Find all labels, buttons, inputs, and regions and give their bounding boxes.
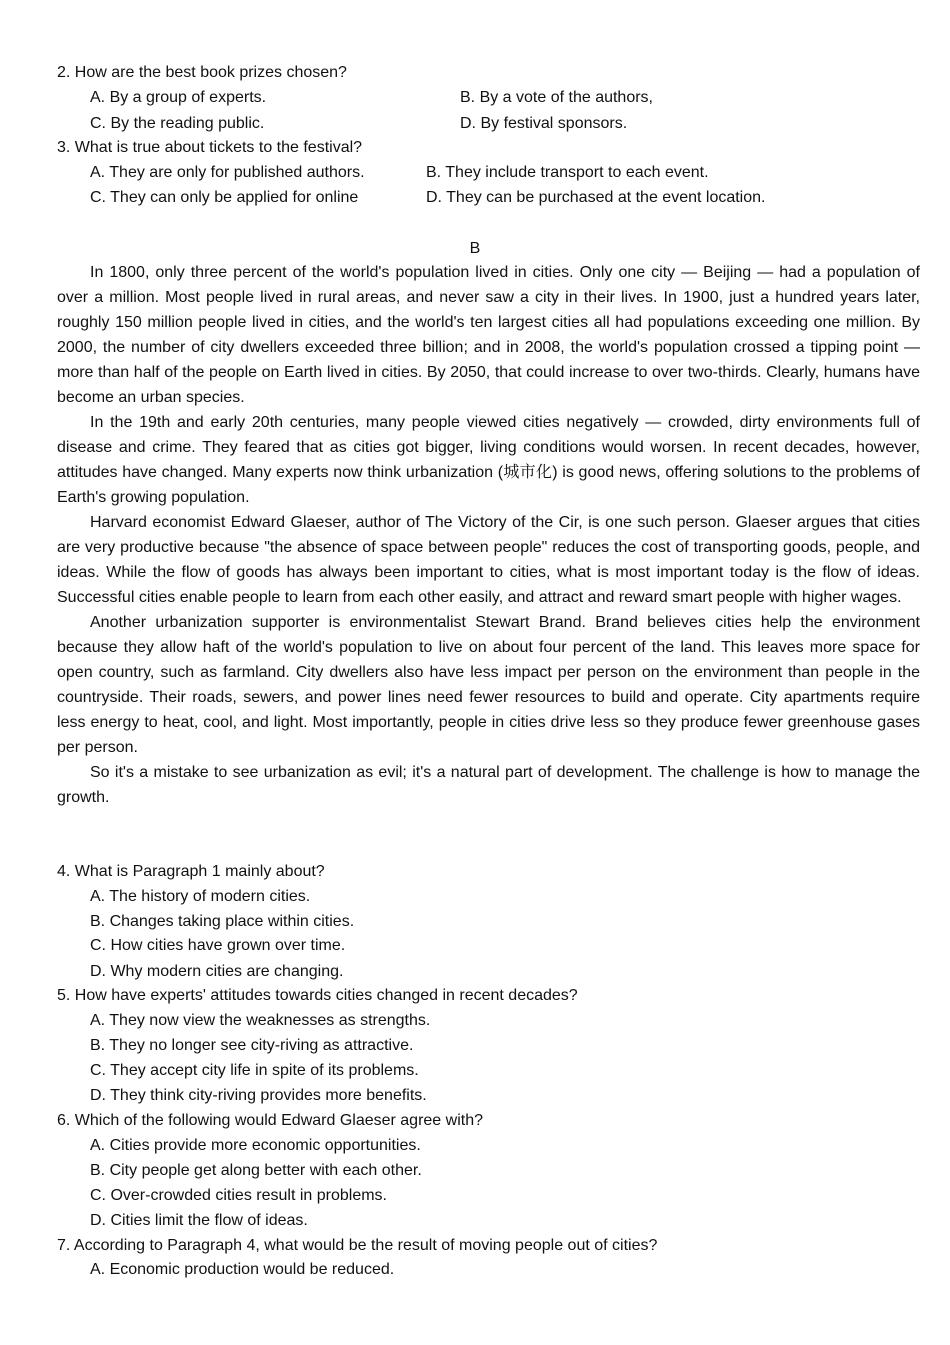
question-4-option-a: A. The history of modern cities. — [90, 888, 311, 905]
question-4-option-b: B. Changes taking place within cities. — [90, 913, 355, 930]
question-5-stem: 5. How have experts' attitudes towards cities changed in recent decades? — [57, 987, 578, 1004]
question-7-stem: 7. According to Paragraph 4, what would be the result of moving people out of cities? — [57, 1237, 658, 1254]
question-6-option-d: D. Cities limit the flow of ideas. — [90, 1212, 308, 1229]
question-2-option-c: C. By the reading public. — [90, 115, 265, 132]
question-2-option-d: D. By festival sponsors. — [460, 115, 628, 132]
passage-paragraph-1: In 1800, only three percent of the world's population lived in cities. Only one city — Beijing — had a population of over a million. Most people lived in rural areas, and never saw a city in their lives. In 1900, just a hundred years later, roughly 150 million people lived in cities, and the world's ten largest cities all had populations exceeding one million. By 2000, the number of city dwellers exceeded three billion; and in 2008, the world's population crossed a tipping point — more than half of the people on Earth lived in cities. By 2050, that could increase to over two-thirds. Clearly, humans have become an urban species. — [57, 264, 920, 406]
reading-passage — [57, 260, 920, 810]
question-7-option-a: A. Economic production would be reduced. — [90, 1261, 395, 1278]
question-5-option-a: A. They now view the weaknesses as strengths. — [90, 1012, 431, 1029]
question-6-option-b: B. City people get along better with each other. — [90, 1162, 422, 1179]
question-3-option-c: C. They can only be applied for online — [90, 189, 359, 206]
question-4-option-c: C. How cities have grown over time. — [90, 937, 346, 954]
question-4-option-d: D. Why modern cities are changing. — [90, 963, 344, 980]
question-2-stem: 2. How are the best book prizes chosen? — [57, 64, 347, 81]
question-3-option-d: D. They can be purchased at the event location. — [426, 189, 766, 206]
passage-paragraph-4: Another urbanization supporter is environmentalist Stewart Brand. Brand believes cities help the environment because they allow haft of the world's population to live on about four percent of the land. This leaves more space for open country, such as farmland. City dwellers also have less impact per person on the environment than people in the countryside. Their roads, sewers, and power lines need fewer resources to build and operate. City apartments require less energy to heat, cool, and light. Most importantly, people in cities drive less so they produce fewer greenhouse gases per person. — [57, 614, 920, 756]
question-6-option-a: A. Cities provide more economic opportunities. — [90, 1137, 421, 1154]
question-3-stem: 3. What is true about tickets to the festival? — [57, 139, 363, 156]
passage-paragraph-3: Harvard economist Edward Glaeser, author of The Victory of the Cir, is one such person. Glaeser argues that cities are very productive because "the absence of space between people" reduces the cost of transporting goods, people, and ideas. While the flow of goods has always been important to cities, what is most important today is the flow of ideas. Successful cities enable people to learn from each other easily, and attract and reward smart people with higher wages. — [57, 514, 920, 606]
question-2-option-b: B. By a vote of the authors, — [460, 89, 653, 106]
question-5-option-b: B. They no longer see city-riving as attractive. — [90, 1037, 414, 1054]
question-4-stem: 4. What is Paragraph 1 mainly about? — [57, 863, 325, 880]
question-2-option-a: A. By a group of experts. — [90, 89, 267, 106]
question-5-option-c: C. They accept city life in spite of its problems. — [90, 1062, 419, 1079]
section-b-heading: B — [469, 240, 481, 257]
passage-paragraph-5: So it's a mistake to see urbanization as evil; it's a natural part of development. The challenge is how to manage the growth. — [57, 764, 920, 806]
question-6-stem: 6. Which of the following would Edward Glaeser agree with? — [57, 1112, 483, 1129]
question-5-option-d: D. They think city-riving provides more benefits. — [90, 1087, 427, 1104]
passage-paragraph-2: In the 19th and early 20th centuries, many people viewed cities negatively — crowded, dirty environments full of disease and crime. They feared that as cities got bigger, living conditions would worsen. In recent decades, however, attitudes have changed. Many experts now think urbanization (城市化) is good news, offering solutions to the problems of Earth's growing population. — [57, 414, 920, 506]
question-3-option-a: A. They are only for published authors. — [90, 164, 365, 181]
question-6-option-c: C. Over-crowded cities result in problems. — [90, 1187, 387, 1204]
question-3-option-b: B. They include transport to each event. — [426, 164, 709, 181]
